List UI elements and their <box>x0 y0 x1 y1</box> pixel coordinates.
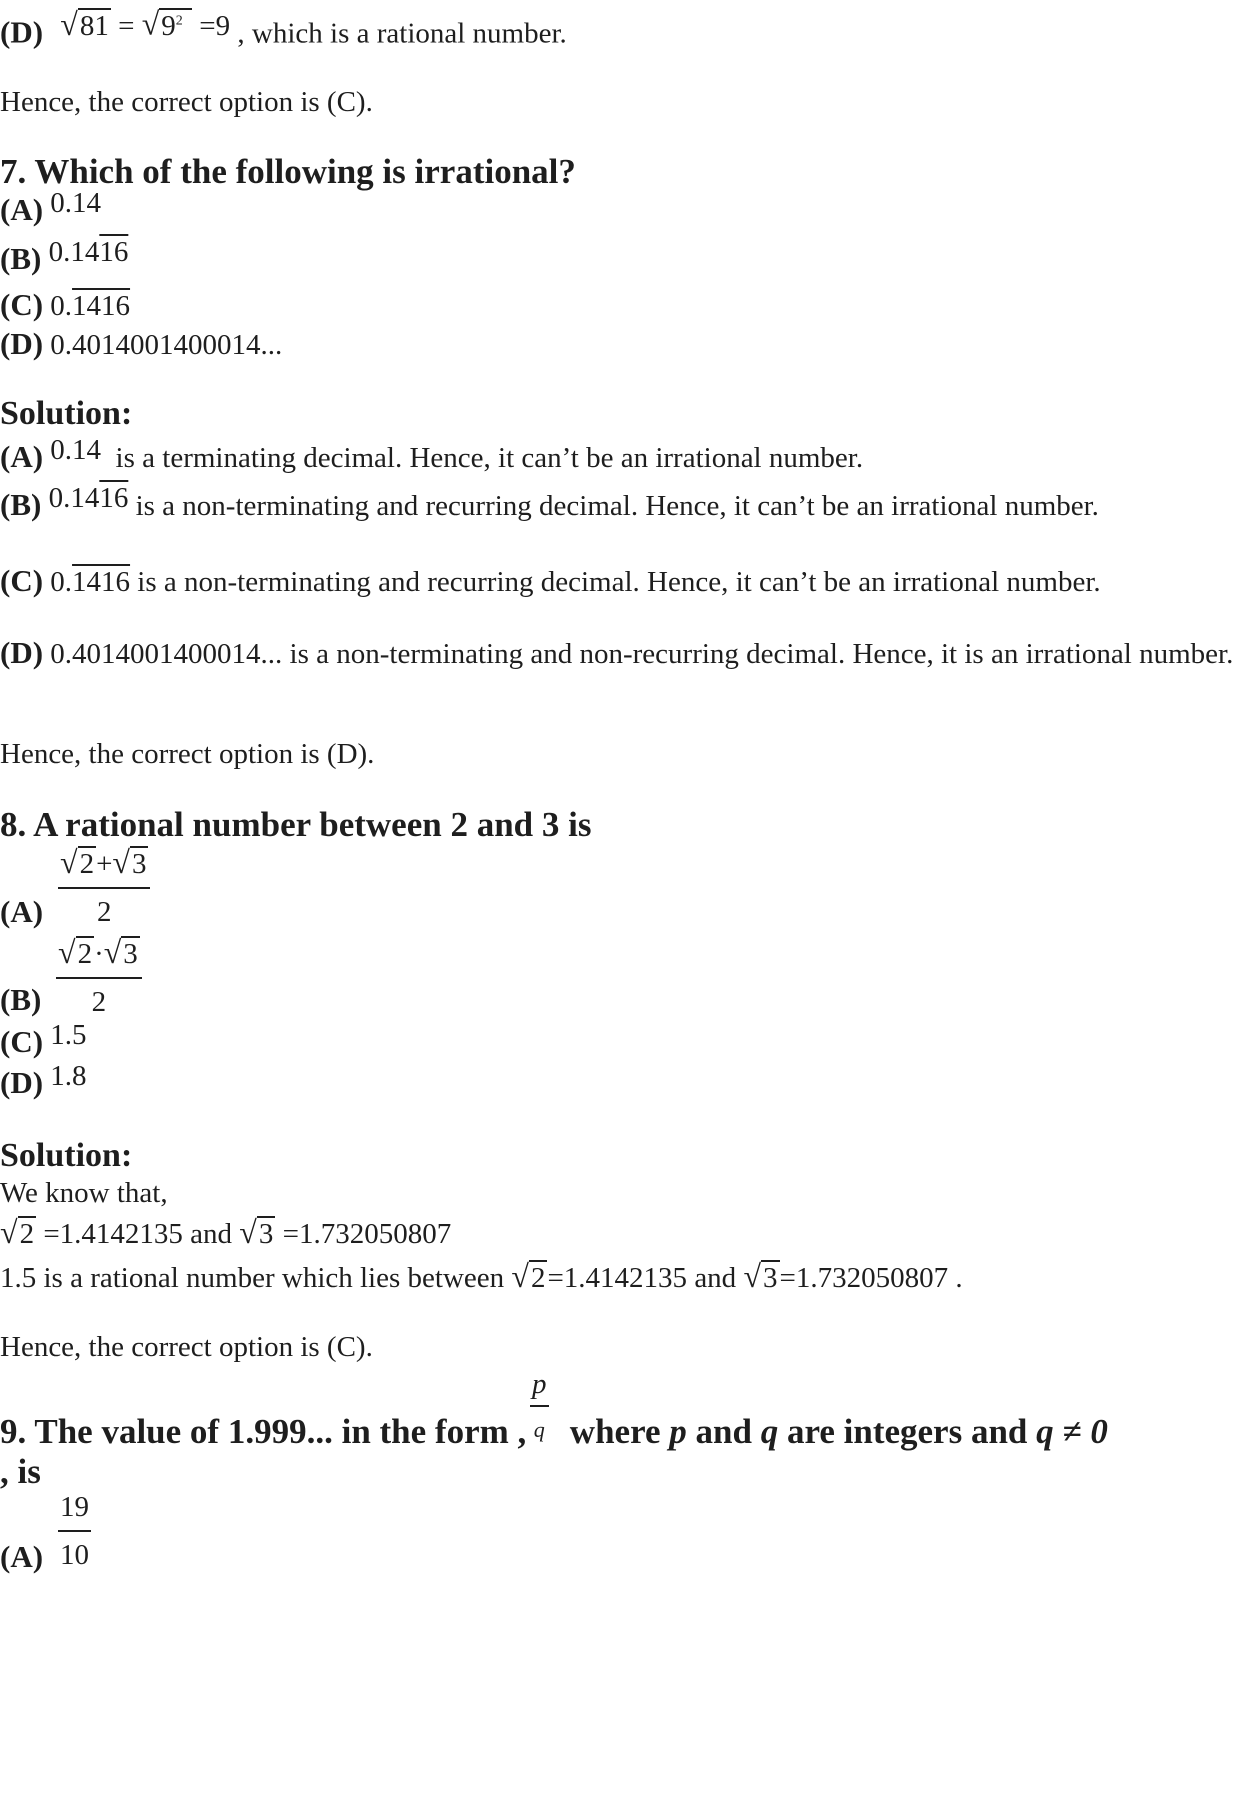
option-value: 0.14 <box>50 434 102 466</box>
q7-answer: Hence, the correct option is (D). <box>0 738 375 770</box>
option-value: 0.1416 <box>50 290 131 322</box>
option-value: 0.1416 <box>48 236 129 268</box>
option-label: (B) <box>0 241 42 276</box>
q9-option-a <box>0 1490 300 1600</box>
q8-solution-line1: We know that, <box>0 1177 168 1209</box>
option-label: (C) <box>0 1024 44 1059</box>
q8-option-b <box>0 935 400 1030</box>
fraction: $\frac{√2\cdot√3}{2}$ <box>56 935 142 1019</box>
q6-answer: Hence, the correct option is (C). <box>0 86 373 118</box>
option-value: 1.8 <box>50 1060 87 1092</box>
option-label: (B) <box>0 982 42 1017</box>
q7-option-b <box>0 236 129 277</box>
q7-solution-c <box>0 564 1250 599</box>
option-label: (D) <box>0 14 44 50</box>
option-value: 0.4014001400014... <box>50 638 283 670</box>
option-value: 1.5 <box>50 1019 87 1051</box>
q9-title-line1: 9. The value of 1.999... in the form , where p and q are integers and q ≠ 0 <box>0 1412 1108 1451</box>
q8-solution-heading: Solution: <box>0 1137 133 1174</box>
solution-text: is a non-terminating and recurring decimal. Hence, it can’t be an irrational number. <box>135 490 1099 522</box>
q6-option-d <box>0 5 567 51</box>
q8-option-d <box>0 1060 87 1101</box>
option-value: 0.1416 <box>48 482 129 514</box>
option-value: 0.14 <box>50 187 102 219</box>
q8-title: 8. A rational number between 2 and 3 is <box>0 805 592 844</box>
option-label: (A) <box>0 894 44 929</box>
solution-text: is a non-terminating and non-recurring decimal. Hence, it is an irrational number. <box>289 638 1234 670</box>
q7-option-c <box>0 288 130 323</box>
q7-solution-heading: Solution: <box>0 395 133 432</box>
q9-title-line2: , is <box>0 1452 41 1491</box>
q7-solution-d <box>0 636 1250 671</box>
q7-solution-b <box>0 482 1250 523</box>
option-label: (C) <box>0 287 44 322</box>
option-value: 0.1416 <box>50 566 131 598</box>
fraction: $\frac{√2+√3}{2}$ <box>58 845 150 929</box>
option-label: (D) <box>0 1065 44 1100</box>
option-label: (D) <box>0 635 44 670</box>
fraction: $\frac{19}{10}$ <box>60 1491 89 1571</box>
q7-option-a <box>0 187 102 228</box>
q7-option-d <box>0 327 282 362</box>
p-over-q-fraction: p q <box>532 1368 547 1442</box>
option-label: (A) <box>0 439 44 474</box>
math-expression: $√81 = √9^2 =9$ <box>60 5 231 42</box>
option-label: (C) <box>0 563 44 598</box>
option-label: (A) <box>0 192 44 227</box>
solution-text: is a terminating decimal. Hence, it can’t be an irrational number. <box>115 442 864 474</box>
option-value: 0.4014001400014... <box>50 329 283 361</box>
option-label: (B) <box>0 487 42 522</box>
q7-title: 7. Which of the following is irrational? <box>0 152 576 191</box>
q8-solution-line2: √2 =1.4142135 and √3 =1.732050807 <box>0 1214 452 1250</box>
q8-solution-line3: 1.5 is a rational number which lies between √2=1.4142135 and √3=1.732050807 . <box>0 1258 963 1294</box>
q7-solution-a <box>0 434 864 475</box>
q8-option-c <box>0 1019 87 1060</box>
option-label: (A) <box>0 1539 44 1574</box>
option-label: (D) <box>0 326 44 361</box>
solution-text: is a non-terminating and recurring decimal. Hence, it can’t be an irrational number. <box>137 566 1101 598</box>
q8-answer: Hence, the correct option is (C). <box>0 1331 373 1363</box>
option-text: , which is a rational number. <box>237 17 567 50</box>
q8-option-a <box>0 845 400 940</box>
